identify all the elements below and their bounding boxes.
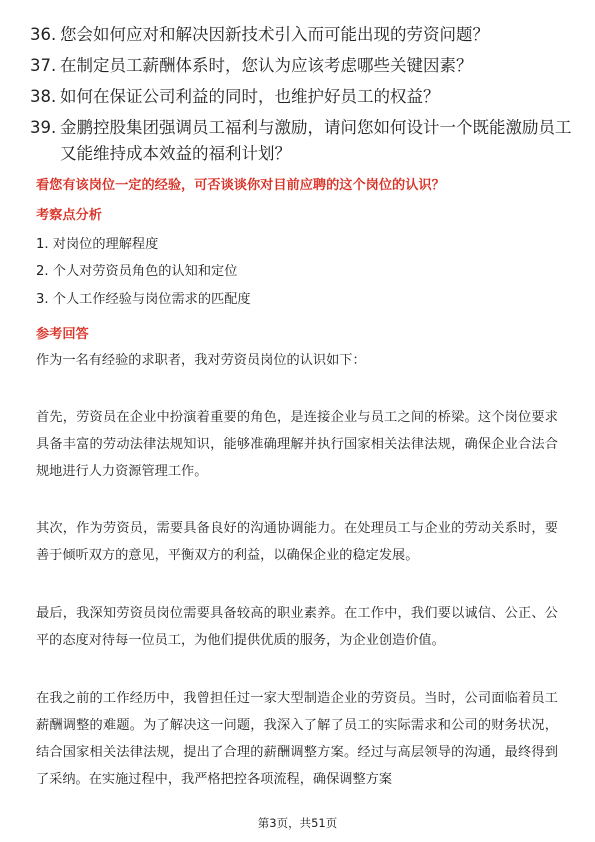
question-number: 37. [30,56,57,75]
question-item [30,22,575,48]
question-item [30,84,575,110]
analysis-point: 3. 个人工作经验与岗位需求的匹配度 [36,292,251,307]
question-item [30,53,575,79]
answer-paragraph: 作为一名有经验的求职者，我对劳资员岗位的认识如下： [36,353,366,368]
question-text: 您会如何应对和解决因新技术引入而可能出现的劳资问题？ [60,25,489,44]
answer-label: 参考回答 [36,327,89,342]
answer-paragraph: 其次，作为劳资员，需要具备良好的沟通协调能力。在处理员工与企业的劳动关系时，要善于倾听双方的意见，平衡双方的利益，以确保企业的稳定发展。 [36,521,558,563]
page-number: 第3页，共51页 [257,816,338,830]
question-item [30,115,575,167]
question-number: 39. [30,118,57,137]
analysis-label: 考察点分析 [36,208,102,223]
question-number: 38. [30,87,57,106]
answer-paragraph: 最后，我深知劳资员岗位需要具备较高的职业素养。在工作中，我们要以诚信、公正、公平的态度对待每一位员工，为他们提供优质的服务，为企业创造价值。 [36,606,558,648]
section-heading: 看您有该岗位一定的经验，可否谈谈你对目前应聘的这个岗位的认识？ [36,178,445,193]
question-text: 在制定员工薪酬体系时，您认为应该考虑哪些关键因素？ [60,56,473,75]
analysis-point: 1. 对岗位的理解程度 [36,237,159,252]
question-list [30,22,575,172]
analysis-point: 2. 个人对劳资员角色的认知和定位 [36,264,238,279]
answer-paragraph: 在我之前的工作经历中，我曾担任过一家大型制造企业的劳资员。当时，公司面临着员工薪酬调整的难题。为了解决这一问题，我深入了解了员工的实际需求和公司的财务状况，结合国家相关法律法规，提出了合理的薪酬调整方案。经过与高层领导的沟通，最终得到了采纳。在实施过程中，我严格把控各项流程，确保调整方案 [36,691,558,787]
question-text: 如何在保证公司利益的同时，也维护好员工的权益？ [60,87,440,106]
question-number: 36. [30,25,57,44]
question-text: 金鹏控股集团强调员工福利与激励，请问您如何设计一个既能激励员工又能维持成本效益的福利计划？ [60,118,572,163]
answer-paragraph: 首先，劳资员在企业中扮演着重要的角色，是连接企业与员工之间的桥梁。这个岗位要求具备丰富的劳动法律法规知识，能够准确理解并执行国家相关法律法规，确保企业合法合规地进行人力资源管理工作。 [36,410,558,479]
